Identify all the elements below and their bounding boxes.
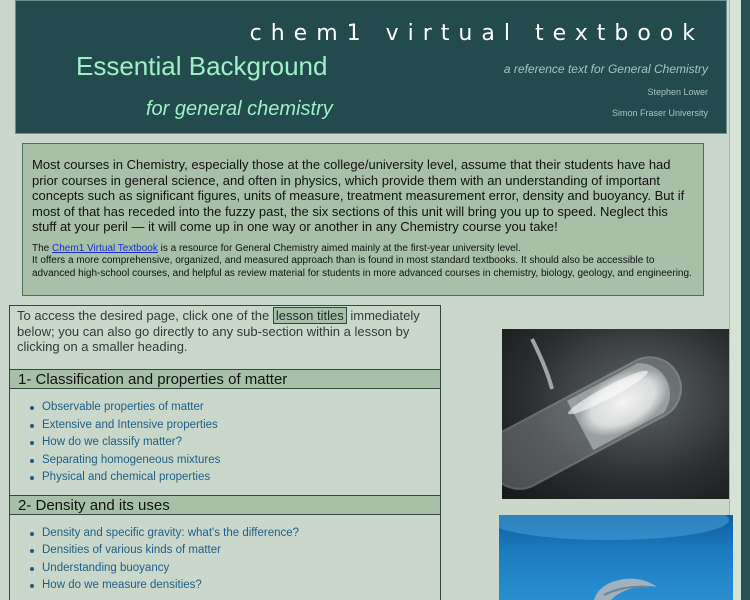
note-prefix: The	[32, 242, 53, 254]
lesson-1-subsections	[10, 389, 440, 495]
right-gutter	[729, 0, 741, 600]
subsection-link[interactable]: Densities of various kinds of matter	[30, 542, 440, 560]
lesson-panel	[9, 305, 441, 600]
university-name: Simon Fraser University	[611, 108, 708, 118]
author-name: Stephen Lower	[647, 87, 708, 97]
instructions-after: immediately below; you can also go directly to any sub-section within a lesson by clicking on a smaller heading.	[17, 308, 420, 354]
chem1-textbook-link[interactable]: Chem1 Virtual Textbook	[52, 242, 158, 254]
test-tube-photo	[502, 329, 729, 499]
page-header	[15, 0, 727, 134]
lesson-title-1[interactable]: 1- Classification and properties of matter	[10, 369, 440, 389]
subsection-link[interactable]: Density and specific gravity: what's the difference?	[30, 525, 440, 543]
lesson-2-subsections	[10, 515, 440, 600]
lesson-titles-highlight: lesson titles	[273, 307, 347, 324]
intro-lead: Most courses in Chemistry, especially those at the college/university level, assume that their students have had prior courses in general science, and often in physics, which provide them with an understanding of important concepts such as significant figures, units of measure, treatment measurement error, density and buoyancy. But if most of that has receded into the fuzzy past, the six sections of this unit will bring you up to speed. Neglect this stuff at your peril — it will come up in one way or another in any Chemistry course you take!	[32, 157, 685, 234]
intro-note	[32, 243, 694, 281]
note-rest: is a resource for General Chemistry aimed mainly at the first-year university level.	[157, 242, 521, 254]
instructions-text	[10, 306, 440, 369]
dolphin-illustration	[499, 515, 733, 600]
subsection-link[interactable]: Understanding buoyancy	[30, 560, 440, 578]
note-line2: It offers a more comprehensive, organized, and measured approach than is found in most standard textbooks. It should also be accessible to advanced high-school courses, and helpful as review material for students in more advanced courses in chemistry, biology, geology, and engineering.	[32, 255, 692, 279]
right-border	[741, 0, 750, 600]
site-brand[interactable]: chem1 virtual textbook	[249, 21, 704, 46]
dolphin-photo	[499, 515, 733, 600]
subsection-link[interactable]: Extensive and Intensive properties	[30, 417, 440, 435]
intro-box	[22, 143, 704, 296]
instructions-before: To access the desired page, click one of the	[17, 308, 273, 323]
page-subtitle: for general chemistry	[146, 98, 333, 120]
subsection-link[interactable]: Separating homogeneous mixtures	[30, 452, 440, 470]
page-title: Essential Background	[76, 51, 328, 81]
lesson-title-2[interactable]: 2- Density and its uses	[10, 495, 440, 515]
test-tube-illustration	[502, 329, 729, 499]
subsection-link[interactable]: Physical and chemical properties	[30, 469, 440, 487]
site-tagline: a reference text for General Chemistry	[503, 62, 708, 76]
subsection-link[interactable]: How do we measure densities?	[30, 577, 440, 595]
subsection-link[interactable]: How do we classify matter?	[30, 434, 440, 452]
subsection-link[interactable]: Observable properties of matter	[30, 399, 440, 417]
